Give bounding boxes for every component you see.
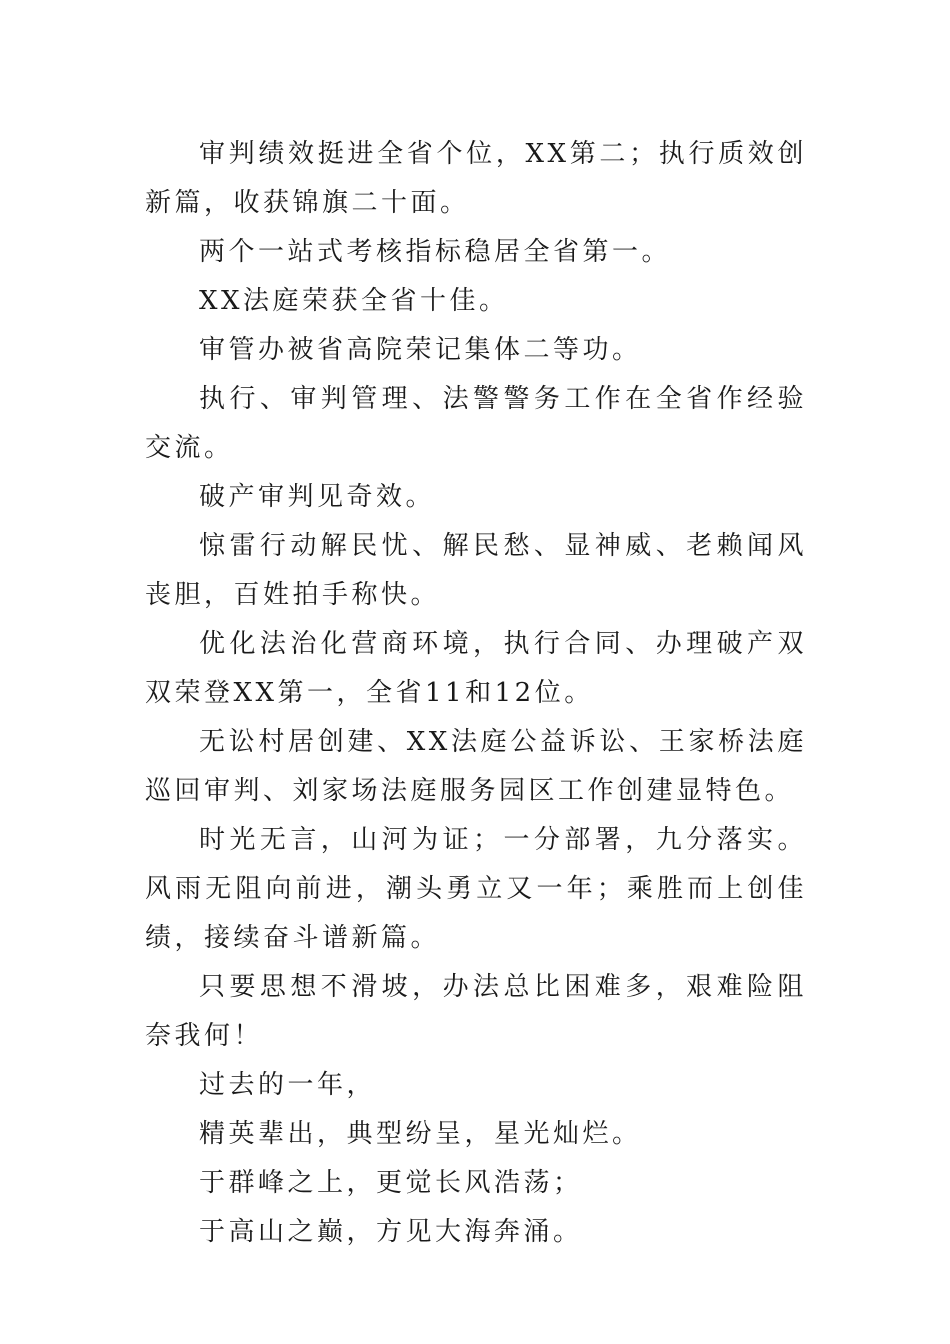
paragraph-14: 于群峰之上，更觉长风浩荡； xyxy=(199,1168,583,1198)
paragraph-11: 只要思想不滑坡，办法总比困难多，艰难险阻奈我何！ xyxy=(145,972,807,1051)
paragraph-7: 惊雷行动解民忧、解民愁、显神威、老赖闻风丧胆，百姓拍手称快。 xyxy=(145,531,807,610)
paragraph-3: XX法庭荣获全省十佳。 xyxy=(199,286,509,316)
paragraph-5: 执行、审判管理、法警警务工作在全省作经验交流。 xyxy=(145,384,807,463)
paragraph-6: 破产审判见奇效。 xyxy=(199,482,436,512)
paragraph-15: 于高山之巅，方见大海奔涌。 xyxy=(199,1217,583,1247)
paragraph-2: 两个一站式考核指标稳居全省第一。 xyxy=(199,237,672,267)
paragraph-13: 精英辈出，典型纷呈，星光灿烂。 xyxy=(199,1119,642,1149)
paragraph-1: 审判绩效挺进全省个位，XX第二；执行质效创新篇，收获锦旗二十面。 xyxy=(145,139,807,218)
paragraph-8: 优化法治化营商环境，执行合同、办理破产双双荣登XX第一，全省11和12位。 xyxy=(145,629,807,708)
paragraph-4: 审管办被省高院荣记集体二等功。 xyxy=(199,335,642,365)
document-body xyxy=(145,130,807,1257)
paragraph-10: 时光无言，山河为证；一分部署，九分落实。风雨无阻向前进，潮头勇立又一年；乘胜而上创佳绩，接续奋斗谱新篇。 xyxy=(145,825,807,953)
paragraph-12: 过去的一年， xyxy=(199,1070,377,1100)
paragraph-9: 无讼村居创建、XX法庭公益诉讼、王家桥法庭巡回审判、刘家场法庭服务园区工作创建显特色。 xyxy=(145,727,807,806)
